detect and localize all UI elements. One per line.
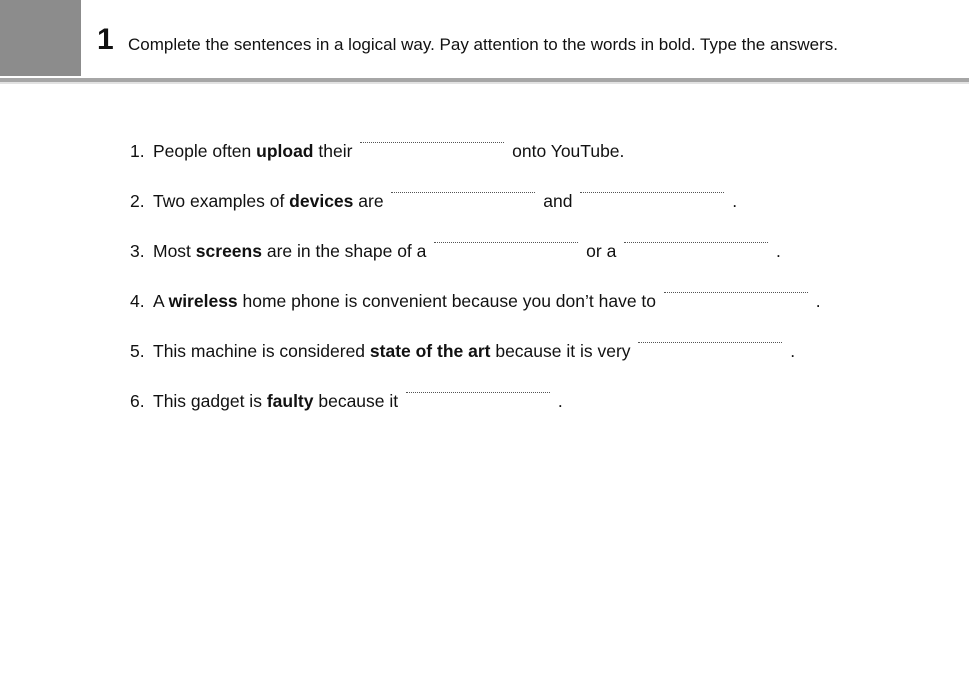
exercise-header: [0, 0, 969, 80]
answer-blank-2b[interactable]: [580, 189, 724, 193]
bold-keyword: devices: [289, 191, 354, 211]
sentence-text: People often: [153, 141, 257, 161]
sentence-number: 4.: [130, 291, 145, 311]
sentence-2: [130, 189, 821, 239]
answer-blank-1[interactable]: [360, 139, 504, 143]
sentence-1: [130, 139, 821, 189]
bold-keyword: faulty: [266, 391, 314, 411]
sentence-text: .: [776, 241, 781, 261]
answer-blank-2a[interactable]: [391, 189, 535, 193]
sentence-text: because it is very: [490, 341, 631, 361]
sentence-text: This gadget is: [153, 391, 267, 411]
sentence-text: Most: [153, 241, 196, 261]
bold-keyword: screens: [195, 241, 262, 261]
sentence-text: home phone is convenient because you don’t have to: [237, 291, 657, 311]
header-divider-shadow: [0, 82, 969, 84]
sentence-text: .: [815, 291, 821, 311]
sentence-number: 3.: [130, 241, 145, 261]
sentence-text: are in the shape of a: [261, 241, 427, 261]
sentence-text: or a: [586, 241, 617, 261]
bold-keyword: state of the art: [369, 341, 491, 361]
sentence-4: [130, 289, 821, 339]
sentence-6: [130, 389, 821, 439]
answer-blank-3b[interactable]: [624, 239, 768, 243]
answer-blank-6[interactable]: [406, 389, 550, 393]
answer-blank-4[interactable]: [664, 289, 808, 293]
sentence-number: 6.: [130, 391, 145, 411]
sentence-text: .: [790, 341, 796, 361]
sentence-3: [130, 239, 821, 289]
sentence-text: and: [543, 191, 573, 211]
answer-blank-5[interactable]: [638, 339, 782, 343]
sentence-number: 2.: [130, 191, 145, 211]
bold-keyword: wireless: [168, 291, 238, 311]
sentence-number: 1.: [130, 141, 145, 161]
sentence-text: .: [557, 391, 563, 411]
exercise-instructions: Complete the sentences in a logical way. Pay attention to the words in bold. Type the answers.: [128, 35, 838, 54]
sentence-text: are: [353, 191, 384, 211]
sentence-text: their: [313, 141, 353, 161]
sentence-text: onto YouTube.: [512, 141, 625, 161]
exercise-number: 1: [97, 23, 114, 56]
sentence-list: [130, 139, 821, 439]
sentence-5: [130, 339, 821, 389]
sentence-text: Two examples of: [153, 191, 290, 211]
sentence-text: .: [732, 191, 738, 211]
sentence-number: 5.: [130, 341, 145, 361]
sentence-text: This machine is considered: [153, 341, 370, 361]
bold-keyword: upload: [256, 141, 314, 161]
sentence-text: because it: [313, 391, 399, 411]
header-color-block: [0, 0, 81, 76]
answer-blank-3a[interactable]: [434, 239, 578, 243]
sentence-text: A: [153, 291, 169, 311]
